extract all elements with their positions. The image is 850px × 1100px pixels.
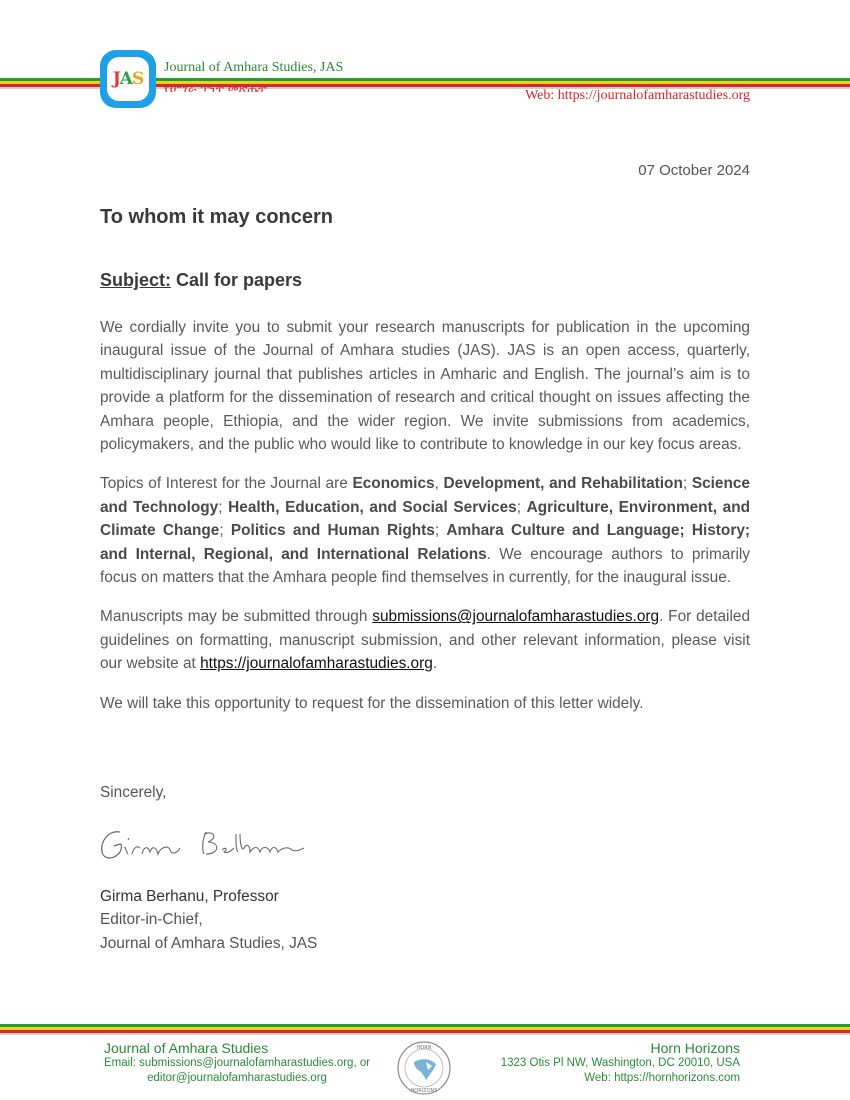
header-amharic-title: የዐማራ ጥናት መጽሔት: [164, 81, 267, 95]
subject-line: [100, 270, 302, 291]
footer-left: [104, 1040, 370, 1086]
topic-economics: Economics: [352, 475, 435, 493]
footer-right: [501, 1040, 740, 1086]
paragraph-dissemination: We will take this opportunity to request for the dissemination of this letter widely.: [100, 694, 644, 712]
jas-logo-text: J A S: [107, 57, 149, 101]
topic-agriculture: Agriculture, Environment, and Climate Change: [100, 498, 750, 540]
signer-block: [100, 885, 317, 955]
topics-outro: . We encourage authors to primarily focus on matters that the Amhara people find themselves in currently, for the inaugural issue.: [100, 545, 750, 587]
jas-logo: [100, 50, 156, 108]
header-website[interactable]: Web: https://journalofamharastudies.org: [525, 88, 750, 103]
closing: Sincerely,: [100, 784, 167, 801]
horn-horizons-logo: [396, 1040, 452, 1096]
subject-label: Subject:: [100, 270, 172, 290]
topic-politics: Politics and Human Rights: [230, 522, 435, 540]
footer-website[interactable]: Web: https://hornhorizons.com: [584, 1072, 740, 1084]
footer-stripes: [0, 1024, 850, 1035]
topics-intro: Topics of Interest for the Journal are: [100, 475, 353, 493]
footer-publisher-name: Horn Horizons: [650, 1040, 740, 1056]
topic-health: Health, Education, and Social Services: [228, 498, 517, 516]
footer-email-2[interactable]: editor@journalofamharastudies.org: [147, 1072, 327, 1084]
footer-email-1[interactable]: Email: submissions@journalofamharastudies.org, or: [104, 1057, 371, 1069]
svg-text:HORIZONS: HORIZONS: [410, 1088, 438, 1094]
submission-text-a: Manuscripts may be submitted through: [100, 608, 373, 626]
footer-journal-name: Journal of Amhara Studies: [104, 1040, 269, 1056]
topic-culture: Amhara Culture and Language; History; and Internal, Regional, and International Relations: [100, 522, 751, 563]
paragraph-submission: [100, 605, 750, 675]
letter-body: [100, 316, 750, 731]
submission-text-c: .: [432, 655, 438, 673]
submission-text-b: . For detailed guidelines on formatting, manuscript submission, and other relevant information, please visit our website at: [100, 608, 751, 673]
signature-image: [98, 818, 308, 866]
letter-date: 07 October 2024: [638, 162, 750, 179]
website-link[interactable]: https://journalofamharastudies.org: [200, 655, 433, 673]
svg-text:HORN: HORN: [416, 1045, 432, 1051]
greeting: To whom it may concern: [100, 206, 333, 228]
signer-name: Girma Berhanu, Professor: [100, 888, 279, 905]
paragraph-invitation: We cordially invite you to submit your research manuscripts for publication in the upcoming inaugural issue of the Journal of Amhara studies (JAS). JAS is an open access, quarterly, multidisciplinary journal that publishes articles in Amharic and English. The journal’s aim is to provide a platform for the dissemination of research and critical thought on issues affecting the Amhara people, Ethiopia, and the wider region. We invite submissions from academics, policymakers, and the public who would like to contribute to knowledge in our key focus areas.: [100, 319, 750, 454]
footer-address: 1323 Otis Pl NW, Washington, DC 20010, USA: [500, 1057, 740, 1069]
subject-text: Call for papers: [171, 270, 303, 290]
submission-email-link[interactable]: submissions@journalofamharastudies.org: [372, 608, 660, 626]
header-journal-title: Journal of Amhara Studies, JAS: [164, 60, 344, 75]
signer-role: Editor-in-Chief,: [100, 911, 203, 929]
topic-development: Development, and Rehabilitation: [443, 475, 683, 493]
topic-science: Science and Technology: [100, 475, 750, 516]
signer-organization: Journal of Amhara Studies, JAS: [100, 934, 318, 952]
paragraph-topics: Topics of Interest for the Journal are Economics, Development, and Rehabilitation; Science and Technology; Health, Education, and Social Services; Agriculture, Environment, and Climate Change; Politics and Human Rights; Amhara Culture and Language; History; and Internal, Regional, and International Relations. We encourage authors to primarily focus on matters that the Amhara people find themselves in currently, for the inaugural issue.: [100, 475, 751, 587]
